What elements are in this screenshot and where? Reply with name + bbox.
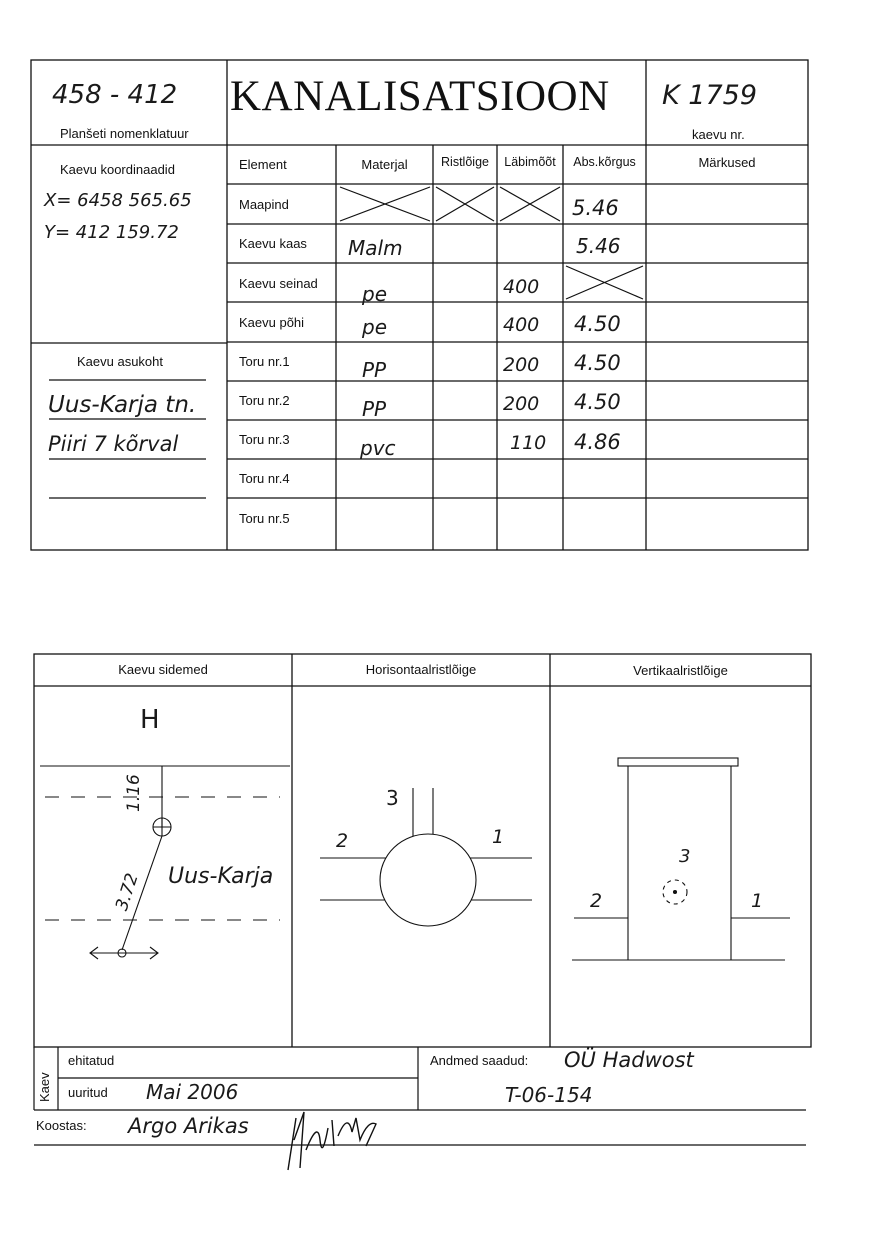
row-diameter: 400 xyxy=(503,314,540,336)
row-element: Kaevu põhi xyxy=(239,315,305,330)
row-element: Toru nr.5 xyxy=(239,511,290,526)
author-label: Koostas: xyxy=(36,1118,87,1133)
row-material: PP xyxy=(362,397,387,421)
row-abs: 4.86 xyxy=(574,430,621,454)
data-source-label: Andmed saadud: xyxy=(430,1053,529,1068)
footer-side-label: Kaev xyxy=(37,1072,52,1102)
well-number: K 1759 xyxy=(662,80,758,111)
row-abs: 4.50 xyxy=(574,390,621,414)
coordinates-label: Kaevu koordinaadid xyxy=(60,162,175,177)
row-diameter: 200 xyxy=(503,354,540,376)
header-notes: Märkused xyxy=(698,155,756,170)
row-element: Toru nr.4 xyxy=(239,471,290,486)
vertical-section-header: Vertikaalristlõige xyxy=(633,663,728,678)
row-element: Kaevu seinad xyxy=(239,276,318,291)
well-label: kaevu nr. xyxy=(692,127,745,142)
row-abs: 5.46 xyxy=(576,234,621,258)
header-abs: Abs.kõrgus xyxy=(573,155,636,169)
header-diameter: Läbimõõt xyxy=(504,155,556,169)
row-material: pvc xyxy=(360,436,396,460)
coordinate-x: X= 6458 565.65 xyxy=(44,190,192,211)
row-diameter: 400 xyxy=(503,276,540,298)
row-diameter: 110 xyxy=(510,432,547,454)
ties-header: Kaevu sidemed xyxy=(118,662,208,677)
header-element: Element xyxy=(239,157,287,172)
form-title: KANALISATSIOON xyxy=(230,73,610,120)
row-element: Maapind xyxy=(239,197,289,212)
vertical-pipe-1-label: 1 xyxy=(751,890,764,912)
ties-marker: H xyxy=(140,705,160,735)
row-diameter: 200 xyxy=(503,393,540,415)
location-label: Kaevu asukoht xyxy=(77,354,164,369)
vertical-pipe-2-label: 2 xyxy=(590,890,603,912)
horizontal-pipe-2-label: 2 xyxy=(336,830,349,852)
row-element: Kaevu kaas xyxy=(239,236,307,251)
data-source-code: T-06-154 xyxy=(505,1083,593,1107)
data-source-value: OÜ Hadwost xyxy=(564,1048,694,1072)
horizontal-pipe-1-label: 1 xyxy=(492,826,505,848)
row-element: Toru nr.3 xyxy=(239,432,290,447)
row-material: Malm xyxy=(348,236,403,260)
coordinate-y: Y= 412 159.72 xyxy=(44,222,179,243)
row-abs: 4.50 xyxy=(574,351,621,375)
header-section: Ristlõige xyxy=(441,155,489,169)
horizontal-section-header: Horisontaalristlõige xyxy=(365,662,477,677)
row-element: Toru nr.1 xyxy=(239,354,290,369)
row-element: Toru nr.2 xyxy=(239,393,290,408)
row-abs: 4.50 xyxy=(574,312,621,336)
location-line-1: Uus-Karja tn. xyxy=(48,392,197,418)
ties-distance-1: 1.16 xyxy=(124,774,144,812)
row-material: pe xyxy=(362,315,387,339)
surveyed-value: Mai 2006 xyxy=(146,1080,239,1104)
built-label: ehitatud xyxy=(68,1053,115,1068)
row-abs: 5.46 xyxy=(572,196,619,220)
row-material: pe xyxy=(362,282,387,306)
row-material: PP xyxy=(362,358,387,382)
ties-street: Uus-Karja xyxy=(168,864,274,889)
surveyed-label: uuritud xyxy=(68,1085,108,1100)
horizontal-section-sketch xyxy=(320,788,532,926)
horizontal-pipe-3-label: 3 xyxy=(386,786,399,810)
sheet-label: Planšeti nomenklatuur xyxy=(60,126,189,141)
ties-sketch xyxy=(40,766,290,959)
location-line-2: Piiri 7 kõrval xyxy=(48,432,179,456)
author-value: Argo Arikas xyxy=(128,1114,249,1138)
sheet-number: 458 - 412 xyxy=(52,80,178,110)
vertical-pipe-3-label: 3 xyxy=(679,846,691,867)
header-material: Materjal xyxy=(361,157,408,172)
ties-distance-2: 3.72 xyxy=(112,870,143,914)
